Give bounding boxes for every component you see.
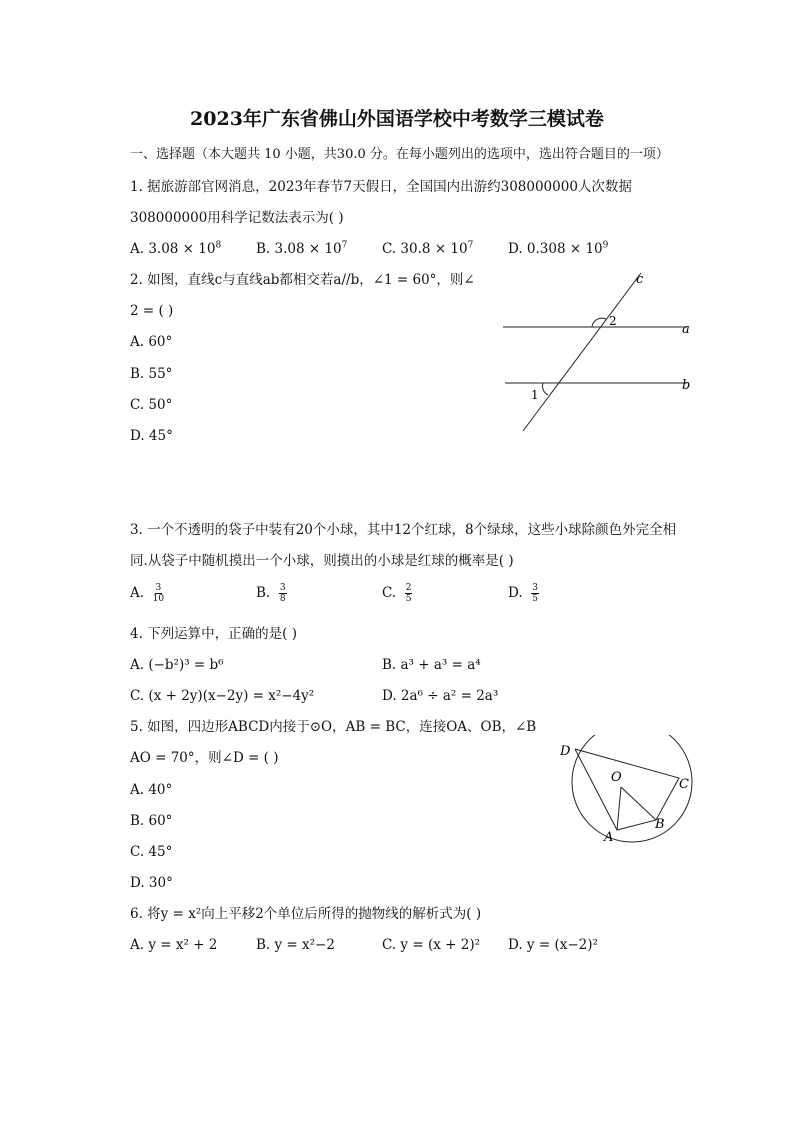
q2-figure-parallel-lines (495, 265, 700, 440)
q3-option-c: C. $\frac{2}{5}$ (382, 583, 412, 604)
q6-option-c: C. y = (x + 2)² (382, 937, 480, 953)
q4-text-line1: 4. 下列运算中，正确的是( ) (130, 626, 297, 642)
label-b: b (682, 378, 691, 393)
q1-option-d: D. $0.308 \times 10^9$ (508, 240, 609, 257)
q2-text-line2: 2 = ( ) (130, 303, 174, 319)
q2-text-line1: 2. 如图，直线c与直线ab都相交若a//b，∠1 = 60°，则∠ (130, 272, 475, 288)
q5-option-b: B. 60° (130, 813, 173, 829)
q3-option-b: B. $\frac{3}{8}$ (256, 583, 286, 604)
q6-option-d: D. y = (x−2)² (508, 937, 598, 953)
q4-option-d: D. 2a⁶ ÷ a² = 2a³ (382, 688, 499, 704)
label-angle-1: 1 (531, 388, 539, 402)
q5-option-c: C. 45° (130, 844, 173, 860)
section-heading: 一、选择题（本大题共 10 小题，共30.0 分。在每小题列出的选项中，选出符合题目的一项） (130, 147, 669, 162)
label-A: A (604, 830, 614, 845)
q2-option-a: A. 60° (130, 334, 173, 350)
label-B: B (655, 817, 665, 832)
q6-option-a: A. y = x² + 2 (130, 937, 218, 953)
q2-option-b: B. 55° (130, 366, 173, 382)
q3-text-line1: 3. 一个不透明的袋子中装有20个小球，其中12个红球，8个绿球，这些小球除颜色外完全相 (130, 522, 677, 538)
label-c: c (636, 272, 644, 287)
q1-option-c: C. $30.8 \times 10^7$ (382, 240, 474, 257)
q2-option-d: D. 45° (130, 428, 173, 444)
label-angle-2: 2 (609, 314, 617, 328)
q1-text-line2: 308000000用科学记数法表示为( ) (130, 210, 344, 226)
page-title: 2023年广东省佛山外国语学校中考数学三模试卷 (190, 108, 604, 130)
label-C: C (679, 777, 689, 792)
label-a: a (682, 322, 690, 337)
q5-text-line1: 5. 如图，四边形ABCD内接于⊙O，AB = BC，连接OA、OB，∠B (130, 719, 537, 735)
q5-figure-circle-quadrilateral (555, 735, 700, 850)
q3-option-d: D. $\frac{3}{5}$ (508, 583, 538, 604)
q1-option-a: A. $3.08 \times 10^8$ (130, 240, 222, 257)
q1-option-b: B. $3.08 \times 10^7$ (256, 240, 348, 257)
q4-option-a: A. (−b²)³ = b⁶ (130, 657, 224, 673)
q3-option-a: A. $\frac{3}{10}$ (130, 583, 165, 604)
q2-option-c: C. 50° (130, 397, 173, 413)
q5-option-d: D. 30° (130, 875, 173, 891)
q6-text-line1: 6. 将y = x²向上平移2个单位后所得的抛物线的解析式为( ) (130, 906, 482, 922)
label-D: D (560, 744, 571, 759)
q5-option-a: A. 40° (130, 782, 173, 798)
q5-text-line2: AO = 70°，则∠D = ( ) (130, 750, 279, 766)
q4-option-c: C. (x + 2y)(x−2y) = x²−4y² (130, 688, 315, 704)
q4-option-b: B. a³ + a³ = a⁴ (382, 657, 481, 673)
label-O: O (611, 770, 622, 785)
q6-option-b: B. y = x²−2 (256, 937, 335, 953)
q3-text-line2: 同.从袋子中随机摸出一个小球，则摸出的小球是红球的概率是( ) (130, 553, 514, 569)
q1-text-line1: 1. 据旅游部官网消息，2023年春节7天假日，全国国内出游约308000000人次数据 (130, 179, 632, 195)
